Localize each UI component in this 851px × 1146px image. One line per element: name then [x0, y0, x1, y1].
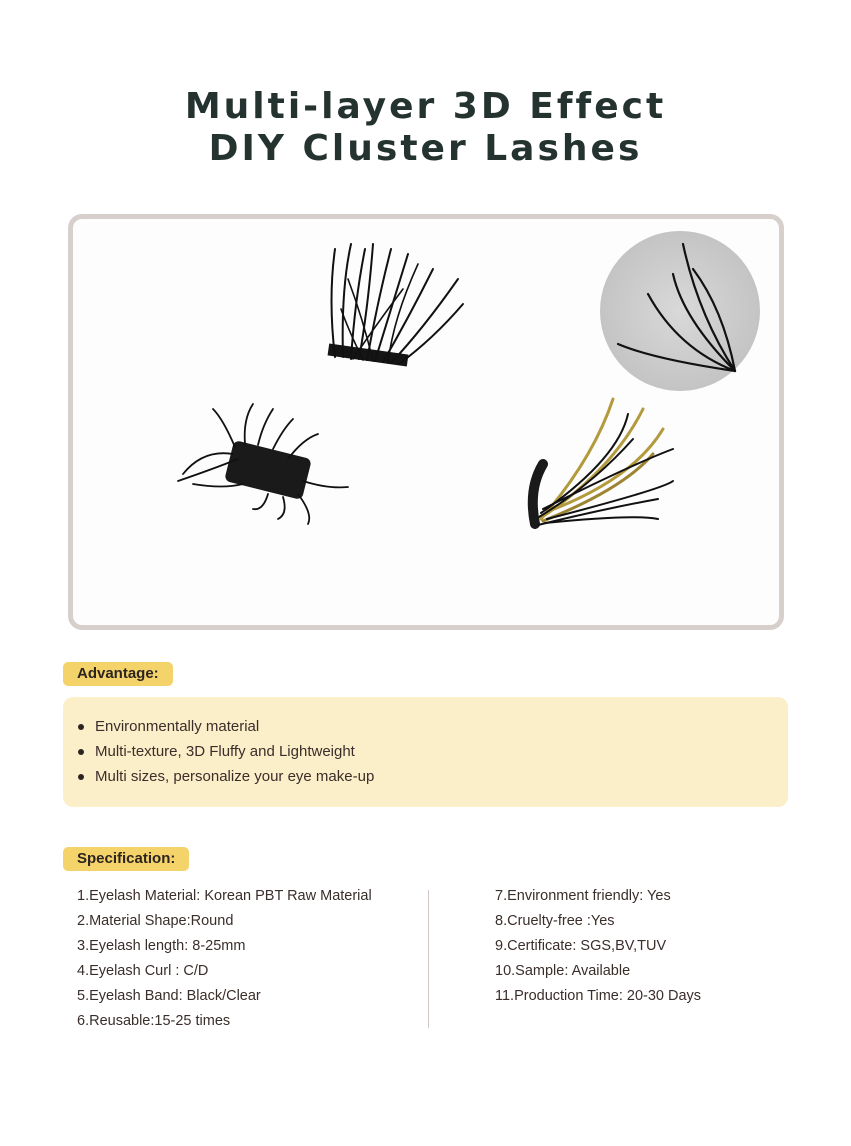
spec-item: 8.Cruelty-free :Yes	[495, 913, 615, 929]
spec-list-right	[495, 884, 701, 1009]
specification-label: Specification:	[63, 847, 189, 871]
list-item: Multi sizes, personalize your eye make-up	[77, 764, 374, 789]
title-line-1: Multi-layer 3D Effect	[184, 86, 667, 127]
lash-illustration	[73, 219, 779, 625]
spec-item: 1.Eyelash Material: Korean PBT Raw Material	[77, 888, 372, 904]
list-item: Environmentally material	[77, 714, 374, 739]
page-title	[0, 86, 851, 170]
lash-zoom-detail	[600, 231, 760, 391]
lash-cluster-top	[328, 244, 463, 367]
spec-item: 3.Eyelash length: 8-25mm	[77, 938, 246, 954]
spec-item: 10.Sample: Available	[495, 963, 631, 979]
spec-item: 2.Material Shape:Round	[77, 913, 234, 929]
lash-cluster-right	[533, 399, 673, 525]
advantage-label: Advantage:	[63, 662, 173, 686]
title-line-2: DIY Cluster Lashes	[208, 128, 643, 169]
list-item: Multi-texture, 3D Fluffy and Lightweight	[77, 739, 374, 764]
product-photo	[68, 214, 784, 630]
lash-cluster-left	[178, 404, 348, 524]
spec-list-left	[77, 884, 372, 1034]
spec-item: 11.Production Time: 20-30 Days	[495, 988, 702, 1004]
advantage-list	[77, 714, 374, 789]
spec-item: 9.Certificate: SGS,BV,TUV	[495, 938, 667, 954]
spec-item: 7.Environment friendly: Yes	[495, 888, 671, 904]
advantage-box	[63, 697, 788, 807]
spec-item: 6.Reusable:15-25 times	[77, 1013, 231, 1029]
spec-item: 5.Eyelash Band: Black/Clear	[77, 988, 261, 1004]
spec-divider	[428, 890, 429, 1028]
spec-item: 4.Eyelash Curl : C/D	[77, 963, 209, 979]
